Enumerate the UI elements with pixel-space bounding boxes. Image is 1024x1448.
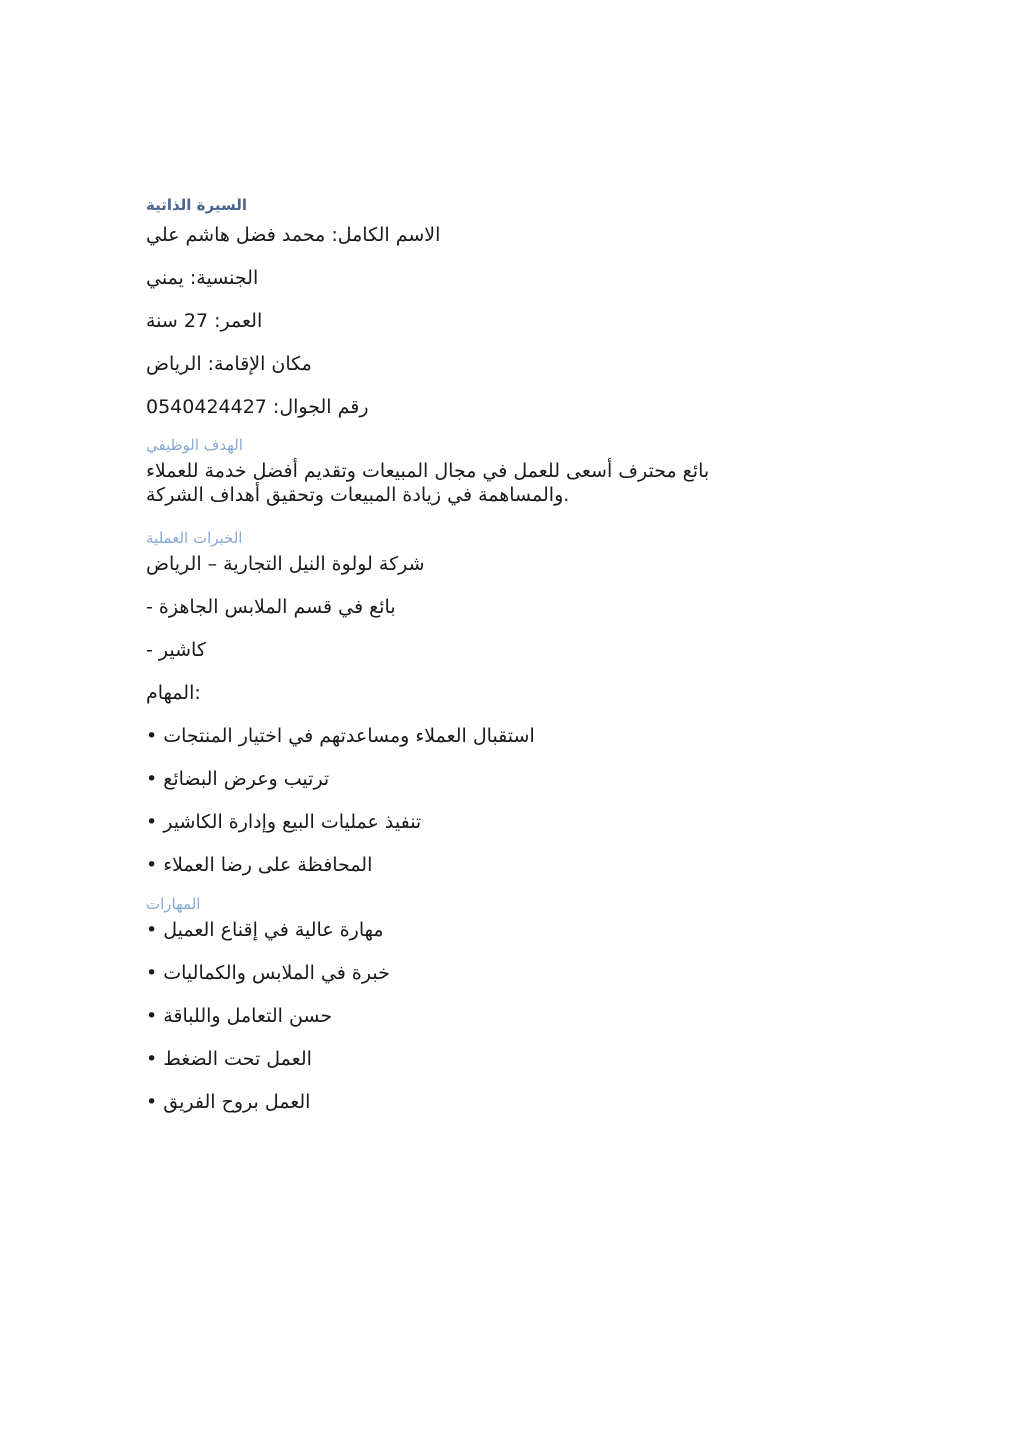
task-item: المحافظة على رضا العملاء • — [146, 854, 373, 876]
full-name: الاسم الكامل: محمد فضل هاشم علي — [146, 224, 441, 246]
skill-item: حسن التعامل واللباقة • — [146, 1005, 333, 1027]
cv-heading: السيرة الذاتية — [146, 196, 248, 214]
role-item: كاشير - — [146, 639, 206, 661]
mobile-number: رقم الجوال: 0540424427 — [146, 396, 369, 418]
skill-item: العمل بروح الفريق • — [146, 1091, 311, 1113]
role-item: بائع في قسم الملابس الجاهزة - — [146, 596, 396, 618]
age: العمر: 27 سنة — [146, 310, 263, 332]
nationality: الجنسية: يمني — [146, 267, 259, 289]
task-item: استقبال العملاء ومساعدتهم في اختيار المنتجات • — [146, 725, 535, 747]
experience-heading: الخبرات العملية — [146, 529, 243, 547]
skills-heading: المهارات — [146, 895, 201, 913]
task-item: ترتيب وعرض البضائع • — [146, 768, 330, 790]
skill-item: العمل تحت الضغط • — [146, 1048, 312, 1070]
skill-item: مهارة عالية في إقناع العميل • — [146, 919, 384, 941]
company-name: شركة لولوة النيل التجارية – الرياض — [146, 553, 425, 575]
objective-paragraph — [146, 459, 756, 507]
task-item: تنفيذ عمليات البيع وإدارة الكاشير • — [146, 811, 422, 833]
skill-item: خبرة في الملابس والكماليات • — [146, 962, 390, 984]
objective-line-2: .والمساهمة في زيادة المبيعات وتحقيق أهداف الشركة — [146, 484, 570, 506]
objective-line-1: بائع محترف أسعى للعمل في مجال المبيعات وتقديم أفضل خدمة للعملاء — [146, 460, 710, 482]
objective-heading: الهدف الوظيفي — [146, 436, 243, 454]
tasks-label: :المهام — [146, 682, 201, 704]
residence: مكان الإقامة: الرياض — [146, 353, 312, 375]
